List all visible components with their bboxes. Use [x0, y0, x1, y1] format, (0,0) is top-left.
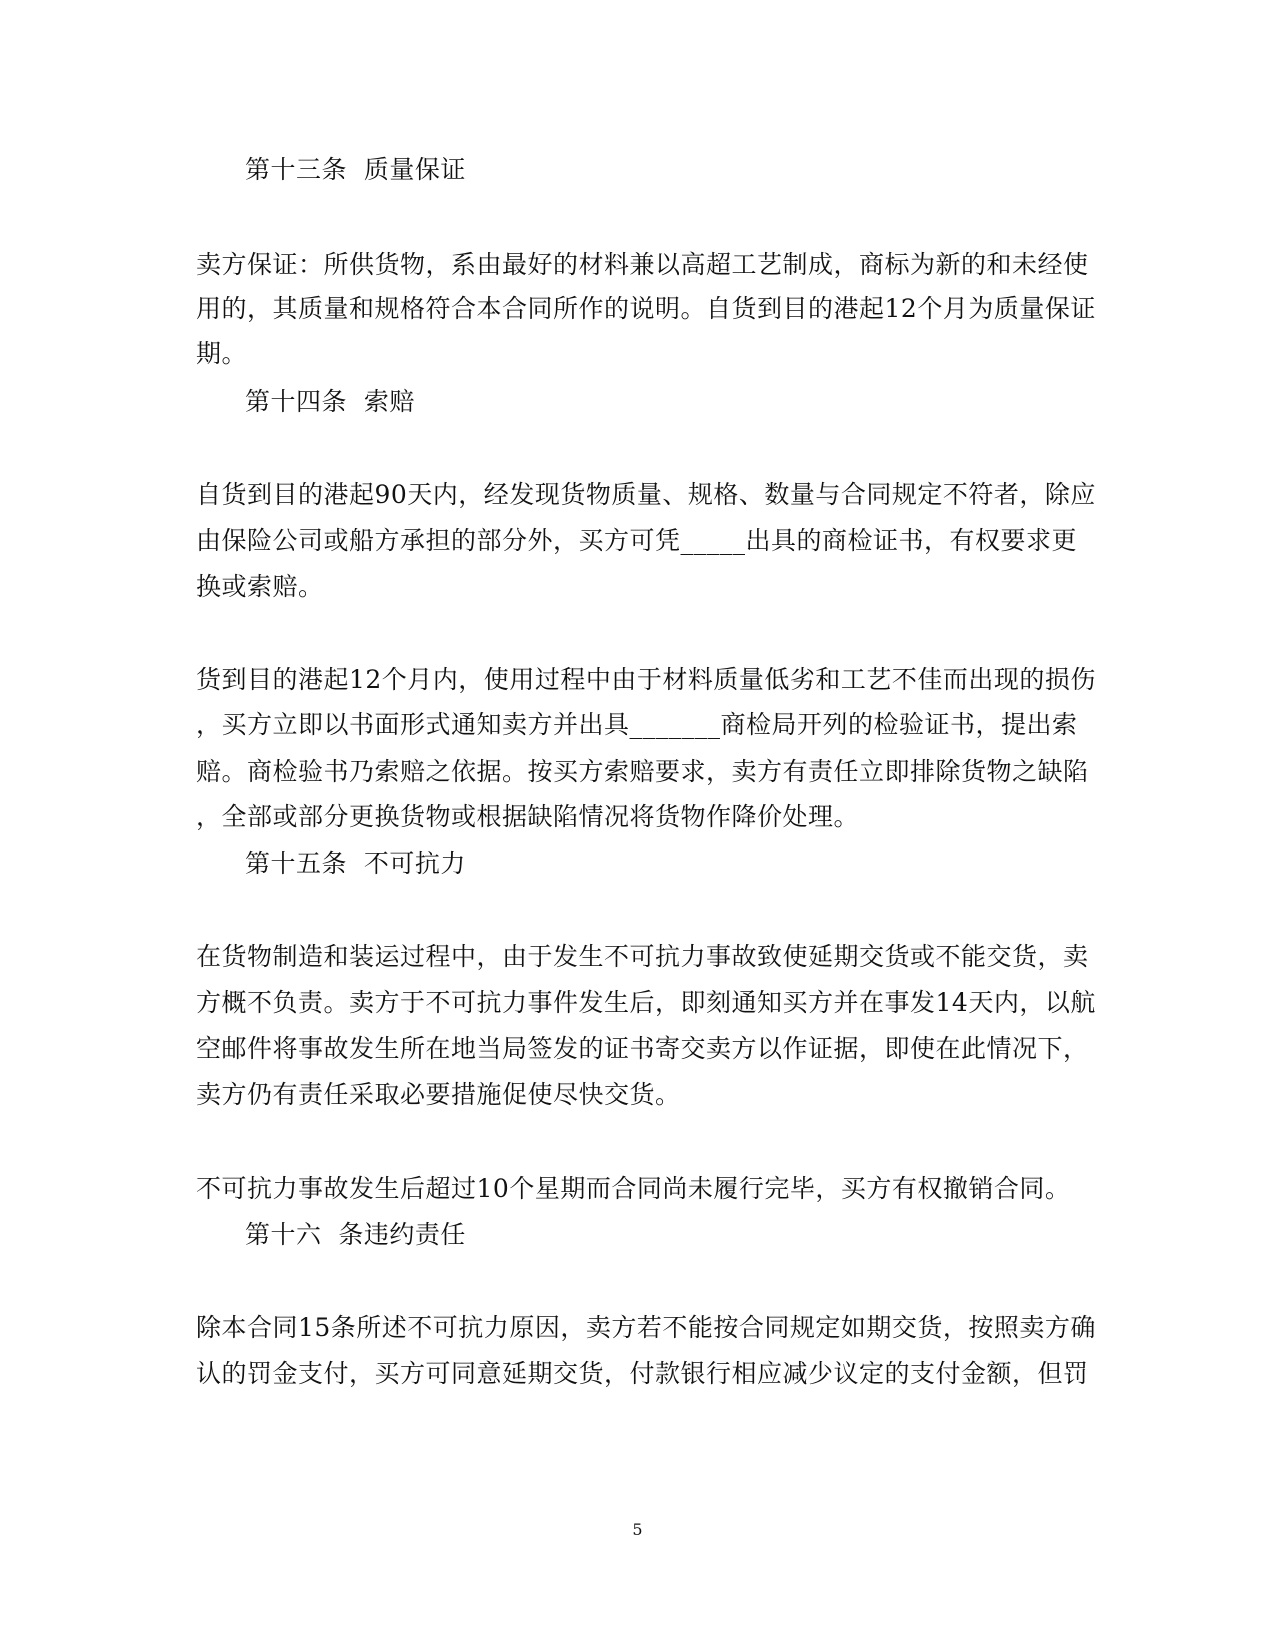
article-13-line-3: 期。: [196, 339, 248, 368]
article-15-p1-line-4: 卖方仍有责任采取必要措施促使尽快交货。: [196, 1080, 681, 1109]
article-15-p1-line-3: 空邮件将事故发生所在地当局签发的证书寄交卖方以作证据，即使在此情况下，: [196, 1034, 1089, 1063]
article-15-heading: 第十五条 不可抗力: [245, 849, 466, 878]
article-16-line-2: 认的罚金支付，买方可同意延期交货，付款银行相应减少议定的支付金额，但罚: [196, 1359, 1089, 1388]
article-13-line-1: 卖方保证：所供货物，系由最好的材料兼以高超工艺制成，商标为新的和未经使: [196, 250, 1089, 279]
article-16-heading: 第十六 条违约责任: [245, 1220, 466, 1249]
page-number: 5: [632, 1520, 643, 1539]
article-16-line-1: 除本合同15条所述不可抗力原因，卖方若不能按合同规定如期交货，按照卖方确: [196, 1313, 1096, 1342]
article-14-p1-line-1: 自货到目的港起90天内，经发现货物质量、规格、数量与合同规定不符者，除应: [196, 480, 1096, 509]
article-14-heading: 第十四条 索赔: [245, 387, 415, 416]
article-14-p1-line-3: 换或索赔。: [196, 572, 324, 601]
article-14-p1-line-2: 由保险公司或船方承担的部分外，买方可凭_____出具的商检证书，有权要求更: [196, 526, 1078, 555]
article-15-p1-line-2: 方概不负责。卖方于不可抗力事件发生后，即刻通知买方并在事发14天内，以航: [196, 988, 1096, 1017]
article-15-p2-line-1: 不可抗力事故发生后超过10个星期而合同尚未履行完毕，买方有权撤销合同。: [196, 1174, 1071, 1203]
article-14-p2-line-1: 货到目的港起12个月内，使用过程中由于材料质量低劣和工艺不佳而出现的损伤: [196, 665, 1096, 694]
article-15-p1-line-1: 在货物制造和装运过程中，由于发生不可抗力事故致使延期交货或不能交货，卖: [196, 942, 1089, 971]
article-13-heading: 第十三条 质量保证: [245, 155, 466, 184]
article-14-p2-line-4: ，全部或部分更换货物或根据缺陷情况将货物作降价处理。: [196, 802, 860, 831]
article-14-p2-line-2: ，买方立即以书面形式通知卖方并出具_______商检局开列的检验证书，提出索: [196, 710, 1078, 739]
article-13-line-2: 用的，其质量和规格符合本合同所作的说明。自货到目的港起12个月为质量保证: [196, 294, 1096, 323]
article-14-p2-line-3: 赔。商检验书乃索赔之依据。按买方索赔要求，卖方有责任立即排除货物之缺陷: [196, 757, 1089, 786]
